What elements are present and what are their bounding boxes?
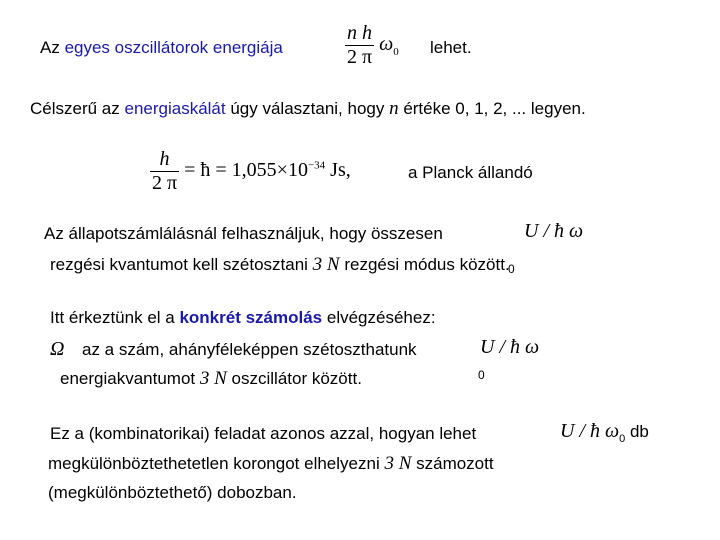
omega-symbol: Ω bbox=[50, 338, 65, 360]
para1-subscript: 0 bbox=[508, 262, 515, 276]
para4-line-a: Ez a (kombinatorikai) feladat azonos azzal, hogyan lehet bbox=[50, 424, 477, 443]
line-energy-scale: Célszerű az energiaskálát úgy választani, hogy n értéke 0, 1, 2, ... legyen. bbox=[30, 98, 586, 119]
formula-planck: $\frac{h}{2 \pi}$ = ħ = $1,055\times 10^{-34}$ Js, bbox=[152, 148, 351, 194]
planck-label: a Planck állandó bbox=[408, 163, 533, 182]
para3-line-a: az a szám, ahányféleképpen szétoszthatunk bbox=[82, 340, 417, 359]
para4-line-c: (megkülönböztethető) dobozban. bbox=[48, 483, 297, 502]
highlight-oscillator-energy: egyes oszcillátorok energiája bbox=[64, 38, 283, 57]
formula-nh-over-2pi: $\frac{\text{n h}}{2 \pi}$ $\omega_0$ bbox=[347, 22, 399, 68]
formula-u-over-hbar-omega-3: U / ħ $\omega_0$ db bbox=[560, 420, 649, 445]
para1-line-a: Az állapotszámlálásnál felhasználjuk, hogy összesen bbox=[44, 224, 443, 243]
line1-suffix: lehet. bbox=[430, 38, 472, 57]
formula-u-over-hbar-omega-2: U / ħ ω bbox=[480, 336, 540, 358]
line-energy-levels: Az egyes oszcillátorok energiája bbox=[40, 38, 283, 57]
para3-line-b: energiakvantumot 3 N oszcillátor között. bbox=[60, 368, 362, 389]
para4-line-b: megkülönböztethetetlen korongot elhelyezni 3 N számozott bbox=[48, 453, 494, 474]
highlight-energy-scale: energiaskálát bbox=[124, 99, 226, 118]
para3-subscript: 0 bbox=[478, 368, 485, 382]
para2: Itt érkeztünk el a konkrét számolás elvégzéséhez: bbox=[50, 308, 436, 327]
para1-line-b: rezgési kvantumot kell szétosztani 3 N rezgési módus között. bbox=[50, 254, 510, 275]
formula-u-over-hbar-omega-1: U / ħ ω bbox=[524, 220, 584, 242]
highlight-concrete-calculation: konkrét számolás bbox=[179, 308, 323, 327]
